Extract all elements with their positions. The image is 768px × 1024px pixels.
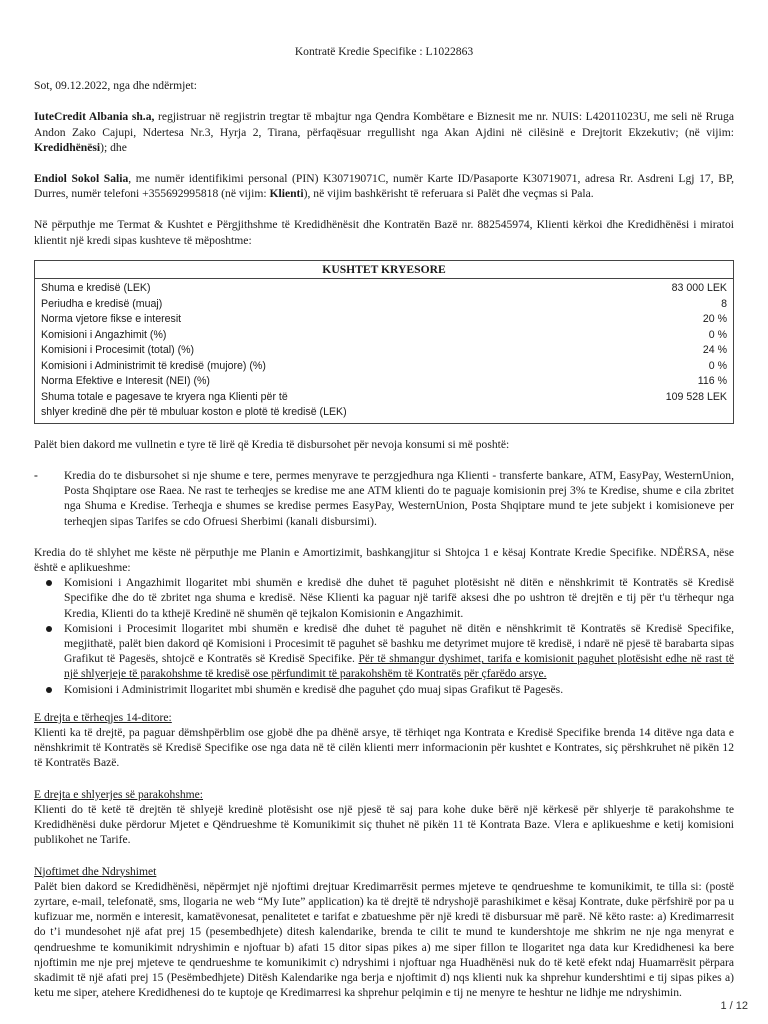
table-row — [35, 405, 734, 423]
table-row — [35, 279, 734, 297]
table-row — [35, 328, 734, 344]
withdrawal-text: Klienti ka të drejtë, pa paguar dëmshpërblim ose gjobë dhe pa dhënë arsye, të tërhiqet nga Kontrata e Kredisë Specifike brenda 14 ditëve nga data e nënshkrimit të Kontratës së Kredisë Specifike ose nga data në të cilën klienti merr informacionin për kushtet e Kontrates, siç përshkruhet në pikën 12 të Kontratës Bazë. — [34, 726, 734, 770]
term-label: shlyer kredinë dhe për të mbuluar koston e plotë të kredisë (LEK) — [41, 406, 347, 419]
term-label: Norma Efektive e Interesit (NEI) (%) — [41, 375, 210, 388]
disbursement-intro: Palët bien dakord me vullnetin e tyre të lirë që Kredia të disbursohet për nevoja konsumi si më poshtë: — [34, 437, 510, 451]
repayment-intro: Kredia do të shlyhet me këste në përputhje me Planin e Amortizimit, bashkangjitur si Shtojca 1 e kësaj Kontrate Kredie Specifike. NDËRSA, nëse është e aplikueshme: — [34, 545, 734, 575]
term-value: 0 % — [708, 328, 727, 341]
terms-table-header: KUSHTET KRYESORE — [35, 260, 734, 279]
client-details: , me numër identifikimi personal (PIN) K30719071C, numër Karte ID/Pasaporte K30719071, adresa Rr. Asdreni Lgj 17, BP, Durres, numër telefoni +355692995818 (në vijim: — [34, 172, 735, 201]
withdrawal-heading: E drejta e tërheqjes 14-ditore: — [34, 710, 172, 724]
client-closing: ), në vijim bashkërisht të referuara si Palët dhe veçmas si Pala. — [303, 187, 594, 201]
document-page — [34, 44, 734, 1000]
list-item: Komisioni i Administrimit llogaritet mbi shumën e kredisë dhe paguhet çdo muaj sipas Grafikut të Pagesës. — [34, 682, 734, 697]
term-value: 109 528 LEK — [665, 390, 727, 403]
term-label: Shuma totale e pagesave te kryera nga Klienti për të — [41, 390, 288, 403]
disbursement-text: Kredia do te disbursohet si nje shume e tere, permes menyrave te perzgjedhura nga Klienti - transferte bankare, ATM, EasyPay, WesternUnion, Posta Shqiptare ose Raea. Ne rast te terheqjes se kredise me ane ATM klienti do te paguaje komisionin prej 3% te Kredise, shume e cila zbritet nga Shuma e Kredise. Terheqja e shumes se kredise permes EasyPay, WesternUnion, Posta Shqiptare mund te jete subjekt i komisioneve per terheqjen sipas Tarifes se cdo Ofruesi Sherbimi (kanali disbursimi). — [64, 469, 734, 528]
notices-heading: Njoftimet dhe Ndryshimet — [34, 864, 157, 878]
notices-text: Palët bien dakord se Kredidhënësi, nëpërmjet një njoftimi drejtuar Kredimarrësit permes mjeteve te qendrueshme te komunikimit, te tilla si: (postë zyrtare, e-mail, telefonatë, sms, llogaria ne web “My Iute” application) ka të drejtë të ndryshojë parashikimet e kësaj Kontrate, duke përfshirë por pa u kufizuar me, normën e interesit, kamatëvonesat, penalitetet e tarifat e zbatueshme për një kredi të disbursuar më parë. Në këto raste: a) Kredimarresit do t’i mundesohet një afat prej 15 (pesembedhjete) ditesh kalendarike, brenda te cilit te mund te kundershtoje me shkrim ne nje nga menyrat e qendrueshme te komunikimit ndryshimin e njoftuar b) afati 15 ditor sipas pikes a) me siper fillon te llogaritet nga data kur Kredidhenesi ka bere njoftimin me nje prej mjeteve te qendrueshme te komunikimit c) ndryshimi i njoftuar nga Huadhënësi nuk do të ketë efekt ndaj Huamarrësit përpara skadimit të një afati prej 15 (Pesëmbedhjete) Ditësh Kalendarike nga berja e njoftimit d) nqs klienti nuk ka shprehur kundershtimi e tij sipas pikes a) ketu me siper, atehere Kredidhenesi do te kuptoje qe Kredimarresi ka shprehur pelqimin e tij ne menyre te heshtur ne lidhje me ndryshimin. — [34, 879, 734, 1000]
table-row — [35, 390, 734, 406]
table-row — [35, 297, 734, 313]
term-value: 116 % — [697, 375, 727, 388]
term-label: Periudha e kredisë (muaj) — [41, 297, 163, 310]
table-row — [35, 359, 734, 375]
bullet-icon — [46, 687, 52, 693]
dash-marker: - — [34, 469, 38, 483]
table-row — [35, 374, 734, 390]
main-terms-table — [34, 260, 734, 424]
lender-name: IuteCredit Albania sh.a, — [34, 110, 155, 124]
term-value: 24 % — [702, 344, 727, 357]
client-name: Endiol Sokol Salia — [34, 172, 129, 186]
term-value — [602, 405, 734, 423]
term-label: Shuma e kredisë (LEK) — [41, 282, 151, 295]
early-repayment-text: Klienti do të ketë të drejtën të shlyejë kredinë plotësisht ose një pjesë të saj para kohe duke bërë një kërkesë për shlyerje të parakohshme te Kredidhënësi duke përdorur Mjetet e Qëndrueshme të Komunikimit siç thuhet në pikën 11 të Kontrata Baze. Vlera e aplikueshme e ketij komisioni publikohet ne Tarife. — [34, 802, 734, 847]
term-value: 20 % — [702, 313, 727, 326]
intro-date: Sot, 09.12.2022, nga dhe ndërmjet: — [34, 79, 197, 93]
list-item: Komisioni i Angazhimit llogaritet mbi shumën e kredisë dhe duhet të paguhet plotësisht në ditën e nënshkrimit të Kontratës së Kredisë Specifike dhe do të zbritet nga shuma e kredisë. Nëse Klienti ka paguar një tarifë aksesi dhe po ushtron të drejtën e tij për t'u tërhequr nga Kredia, Klienti do ta kthejë Kredinë në shumën që tejkalon Komisionin e Angazhimit. — [34, 575, 734, 621]
agreement-paragraph: Në përputhje me Termat & Kushtet e Përgjithshme të Kredidhënësit dhe Kontratën Bazë nr. 882545974, Klienti kërkoi dhe Kredidhënësi i miratoi klientit një kredi sipas kushteve të mëposhtme: — [34, 218, 734, 247]
list-item: Komisioni i Procesimit llogaritet mbi shumën e kredisë dhe duhet të paguhet në ditën e nënshkrimit të Kontratës së Kredisë Specifike, megjithatë, palët bien dakord që Komisioni i Procesimit të paguhet së bashku me detyrimet mujore të kredisë, i ndarë në pjesë të barabarta sipas Grafikut të Pagesës, shtojcë e Kontratës së Kredisë Specifike. Për të shmangur dyshimet, tarifa e komisionit paguhet plotësisht edhe në rast të një shlyerjeje të parakohshme të kredisë ose përfundimit të parakohshëm të Kontratës për çfarëdo arsye. — [34, 621, 734, 682]
lender-role: Kredidhënësi — [34, 140, 101, 154]
underlined-clause: Për të shmangur dyshimet, tarifa e komisionit paguhet plotësisht edhe në rast të një shlyerjeje të parakohshme të kredisë ose përfundimit të parakohshëm të Kontratës për çfarëdo arsye. — [64, 652, 734, 681]
contract-title: Kontratë Kredie Specifike : L1022863 — [294, 45, 474, 58]
term-value: 0 % — [708, 359, 727, 372]
client-paragraph — [34, 171, 734, 201]
term-value: 83 000 LEK — [671, 282, 727, 295]
lender-details: regjistruar në regjistrin tregtar të mbajtur nga Qendra Kombëtare e Biznesit me nr. NUIS: L42011023U, me seli në Rruga Andon Zako Cajupi, Ndertesa Nr.3, Hyrja 2, Tirana, përfaqësuar rregullisht nga Akan Ajdini në cilësinë e Drejtorit Ekzekutiv; (në vijim: — [34, 110, 734, 139]
page-number: 1 / 12 — [720, 1000, 748, 1012]
table-row — [35, 343, 734, 359]
term-label: Norma vjetore fikse e interesit — [41, 313, 182, 326]
early-repayment-heading: E drejta e shlyerjes së parakohshme: — [34, 787, 204, 801]
bullet-icon — [46, 626, 52, 632]
term-value: 8 — [721, 297, 727, 310]
lender-closing: ); dhe — [100, 140, 127, 154]
term-label: Komisioni i Procesimit (total) (%) — [41, 344, 195, 357]
commission-list — [34, 575, 734, 697]
disbursement-item — [34, 468, 734, 529]
term-label: Komisioni i Angazhimit (%) — [41, 328, 167, 341]
client-role: Klienti — [269, 187, 304, 201]
table-row — [35, 312, 734, 328]
lender-paragraph — [34, 109, 734, 155]
bullet-icon — [46, 580, 52, 586]
term-label: Komisioni i Administrimit të kredisë (mujore) (%) — [41, 359, 266, 372]
